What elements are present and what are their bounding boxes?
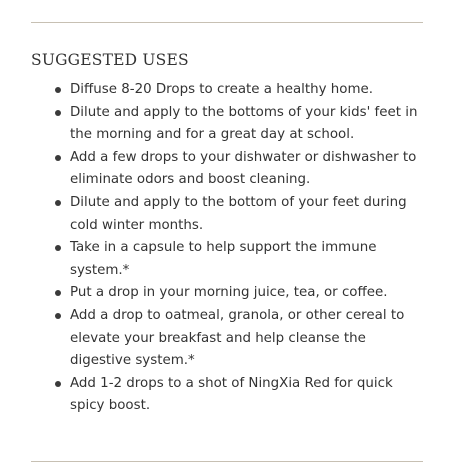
- use-list-item: [0, 147, 469, 192]
- use-item-line: the morning and for a great day at school.: [70, 127, 355, 143]
- section-heading: SUGGESTED USES: [31, 51, 189, 69]
- use-list-item: [0, 192, 469, 237]
- use-item-line: cold winter months.: [70, 217, 204, 233]
- use-list-item: [0, 373, 469, 418]
- bullet-icon: [55, 155, 61, 161]
- use-item-line: Take in a capsule to help support the immune: [70, 240, 377, 256]
- use-item-line: Dilute and apply to the bottoms of your kids' feet in: [70, 104, 418, 120]
- use-list-item: [0, 102, 469, 147]
- bullet-icon: [55, 87, 61, 93]
- use-list-item: [0, 79, 469, 102]
- bullet-icon: [55, 381, 61, 387]
- bullet-icon: [55, 290, 61, 296]
- use-list-item: [0, 282, 469, 305]
- use-list-item: [0, 237, 469, 282]
- use-item-line: Put a drop in your morning juice, tea, or coffee.: [70, 285, 388, 301]
- use-item-line: eliminate odors and boost cleaning.: [70, 172, 311, 188]
- bullet-icon: [55, 245, 61, 251]
- use-item-line: digestive system.*: [70, 353, 195, 369]
- use-item-line: Diffuse 8-20 Drops to create a healthy home.: [70, 82, 374, 97]
- use-item-line: Add 1-2 drops to a shot of NingXia Red for quick: [70, 375, 393, 391]
- use-item-line: elevate your breakfast and help cleanse the: [70, 330, 366, 346]
- use-item-line: Add a drop to oatmeal, granola, or other cereal to: [70, 307, 405, 323]
- top-divider: [31, 22, 423, 23]
- bullet-icon: [55, 200, 61, 206]
- bottom-divider: [31, 461, 423, 462]
- use-item-line: Add a few drops to your dishwater or dishwasher to: [70, 149, 417, 165]
- use-item-line: Dilute and apply to the bottom of your feet during: [70, 194, 407, 210]
- suggested-uses-list: [0, 79, 469, 418]
- bullet-icon: [55, 110, 61, 116]
- use-item-line: system.*: [70, 262, 130, 278]
- bullet-icon: [55, 313, 61, 319]
- use-item-line: spicy boost.: [70, 398, 151, 414]
- use-list-item: [0, 305, 469, 373]
